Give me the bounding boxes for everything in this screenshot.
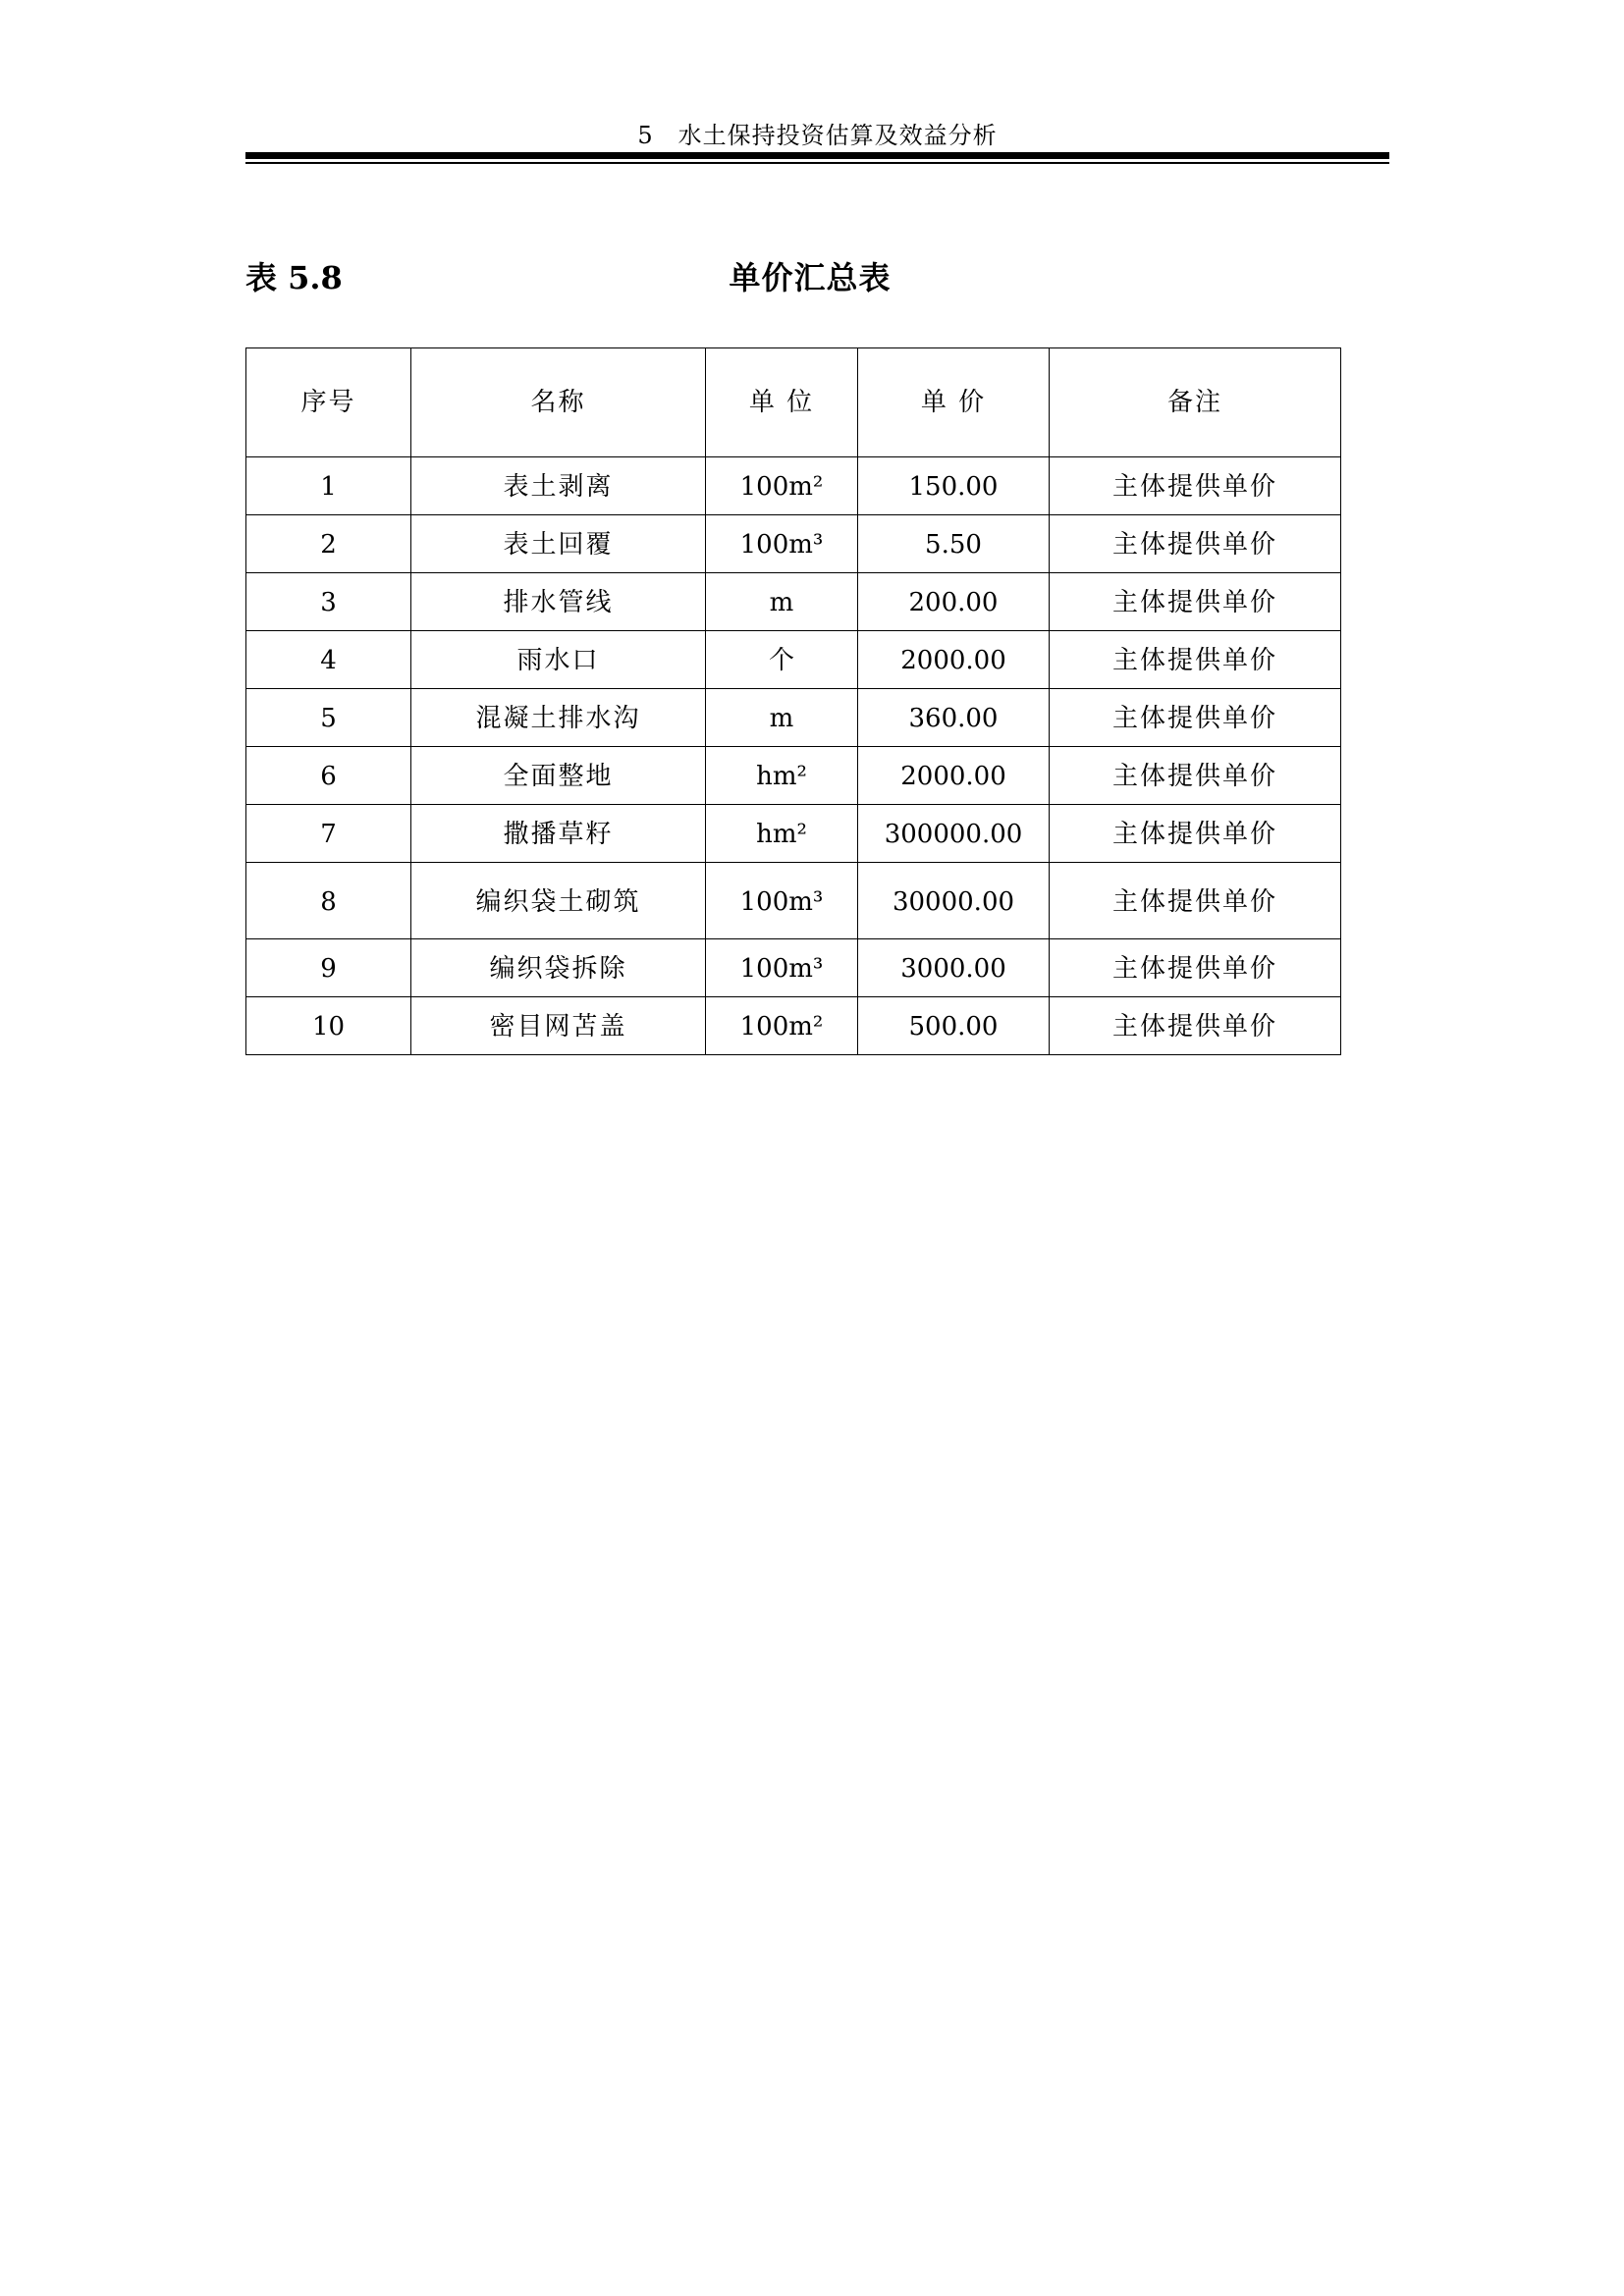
cell-name: 表土剥离 <box>411 457 706 515</box>
running-header: 5 水土保持投资估算及效益分析 <box>637 122 998 149</box>
cell-name: 密目网苫盖 <box>411 997 706 1055</box>
cell-seq: 9 <box>246 939 411 997</box>
cell-price: 500.00 <box>858 997 1050 1055</box>
table-row <box>246 457 1341 515</box>
cell-seq: 4 <box>246 631 411 689</box>
table-row <box>246 747 1341 805</box>
cell-name: 雨水口 <box>411 631 706 689</box>
table-row <box>246 997 1341 1055</box>
column-header-unit: 单 位 <box>706 348 858 457</box>
table-title: 单价汇总表 <box>729 259 892 296</box>
cell-name: 全面整地 <box>411 747 706 805</box>
cell-name: 排水管线 <box>411 573 706 631</box>
cell-name: 表土回覆 <box>411 515 706 573</box>
table-row <box>246 939 1341 997</box>
cell-note: 主体提供单价 <box>1050 747 1341 805</box>
cell-note: 主体提供单价 <box>1050 457 1341 515</box>
cell-unit: m <box>706 573 858 631</box>
cell-note: 主体提供单价 <box>1050 515 1341 573</box>
table-number: 表 5.8 <box>245 259 343 296</box>
cell-note: 主体提供单价 <box>1050 805 1341 863</box>
cell-price: 3000.00 <box>858 939 1050 997</box>
cell-unit: 个 <box>706 631 858 689</box>
cell-seq: 10 <box>246 997 411 1055</box>
cell-unit: hm² <box>706 747 858 805</box>
cell-seq: 3 <box>246 573 411 631</box>
table-row <box>246 573 1341 631</box>
cell-note: 主体提供单价 <box>1050 573 1341 631</box>
cell-name: 编织袋拆除 <box>411 939 706 997</box>
cell-seq: 6 <box>246 747 411 805</box>
header-rule-thin <box>245 162 1389 164</box>
cell-price: 5.50 <box>858 515 1050 573</box>
cell-note: 主体提供单价 <box>1050 689 1341 747</box>
cell-price: 2000.00 <box>858 631 1050 689</box>
cell-price: 360.00 <box>858 689 1050 747</box>
cell-note: 主体提供单价 <box>1050 997 1341 1055</box>
cell-note: 主体提供单价 <box>1050 631 1341 689</box>
table-row <box>246 689 1341 747</box>
table-row <box>246 515 1341 573</box>
header-rule-thick <box>245 152 1389 159</box>
cell-unit: 100m³ <box>706 515 858 573</box>
cell-unit: 100m³ <box>706 939 858 997</box>
cell-unit: 100m² <box>706 457 858 515</box>
column-header-seq: 序号 <box>246 348 411 457</box>
cell-unit: m <box>706 689 858 747</box>
table-row <box>246 631 1341 689</box>
cell-note: 主体提供单价 <box>1050 939 1341 997</box>
cell-name: 撒播草籽 <box>411 805 706 863</box>
column-header-price: 单 价 <box>858 348 1050 457</box>
cell-price: 2000.00 <box>858 747 1050 805</box>
cell-price: 200.00 <box>858 573 1050 631</box>
column-header-note: 备注 <box>1050 348 1341 457</box>
cell-seq: 7 <box>246 805 411 863</box>
cell-unit: 100m² <box>706 997 858 1055</box>
cell-seq: 8 <box>246 863 411 939</box>
cell-unit: hm² <box>706 805 858 863</box>
table-header-row <box>246 348 1341 457</box>
cell-seq: 2 <box>246 515 411 573</box>
cell-seq: 1 <box>246 457 411 515</box>
cell-price: 150.00 <box>858 457 1050 515</box>
cell-seq: 5 <box>246 689 411 747</box>
cell-name: 编织袋土砌筑 <box>411 863 706 939</box>
table-row <box>246 863 1341 939</box>
unit-price-table <box>245 347 1341 1055</box>
table-row <box>246 805 1341 863</box>
cell-price: 300000.00 <box>858 805 1050 863</box>
cell-note: 主体提供单价 <box>1050 863 1341 939</box>
cell-price: 30000.00 <box>858 863 1050 939</box>
column-header-name: 名称 <box>411 348 706 457</box>
cell-name: 混凝土排水沟 <box>411 689 706 747</box>
cell-unit: 100m³ <box>706 863 858 939</box>
